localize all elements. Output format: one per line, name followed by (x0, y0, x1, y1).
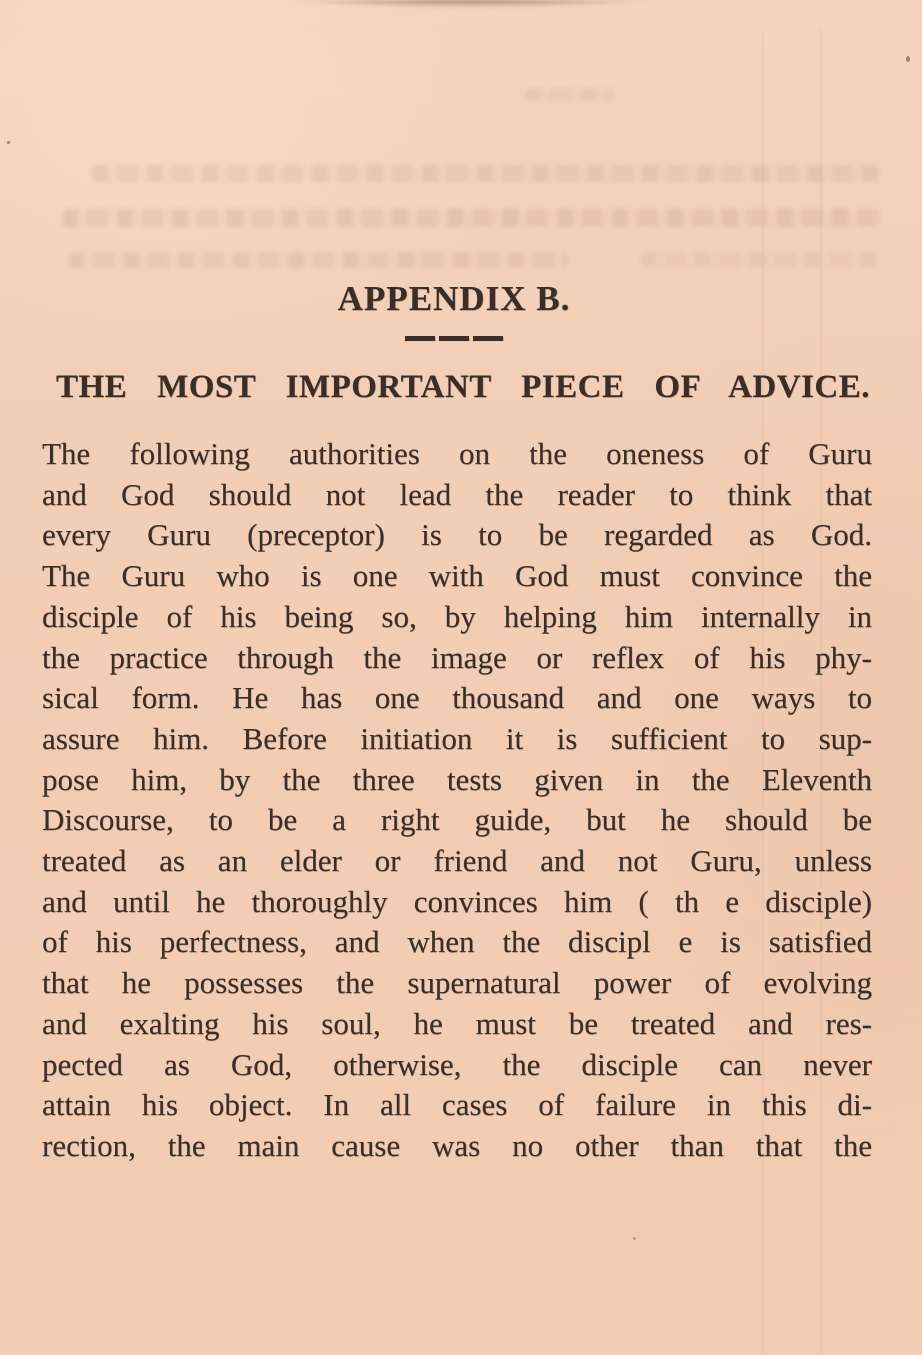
scan-speck (7, 141, 10, 144)
body-line: every Guru (preceptor) is to be regarded as God. (42, 517, 872, 553)
page-title: THE MOST IMPORTANT PIECE OF ADVICE. (56, 369, 870, 405)
body-line: treated as an elder or friend and not Guru, unless (42, 843, 872, 879)
section-divider-dashes (0, 336, 908, 341)
appendix-heading: APPENDIX B. (337, 279, 571, 318)
body-line: The Guru who is one with God must convince the (42, 558, 872, 594)
scan-edge-shadow (255, 0, 685, 9)
scan-speck (906, 56, 910, 62)
body-line: attain his object. In all cases of failure in this di- (42, 1087, 872, 1123)
bleedthrough-artifact (640, 252, 880, 267)
body-line: sical form. He has one thousand and one ways to (42, 680, 872, 716)
divider-dash (473, 336, 503, 341)
body-line: the practice through the image or reflex of his phy- (42, 639, 872, 675)
body-line: and until he thoroughly convinces him ( th e disciple) (42, 883, 872, 919)
bleedthrough-artifact (525, 88, 615, 101)
divider-dash (405, 336, 435, 341)
body-line: and exalting his soul, he must be treated and res- (42, 1005, 872, 1041)
body-paragraph (42, 434, 872, 1167)
body-line: pose him, by the three tests given in the Eleventh (42, 761, 872, 797)
bleedthrough-artifact (62, 209, 882, 227)
body-line: Discourse, to be a right guide, but he should be (42, 802, 872, 838)
body-line: rection, the main cause was no other than that the (42, 1127, 872, 1163)
body-line: The following authorities on the oneness of Guru (42, 436, 872, 471)
bleedthrough-artifact (68, 252, 568, 268)
scan-speck (633, 1237, 636, 1240)
body-line: and God should not lead the reader to think that (42, 476, 872, 512)
body-line: pected as God, otherwise, the disciple can never (42, 1046, 872, 1082)
divider-dash (439, 336, 469, 341)
body-line: disciple of his being so, by helping him internally in (42, 598, 872, 634)
body-line: that he possesses the supernatural power of evolving (42, 965, 872, 1001)
body-line: of his perfectness, and when the discipl e is satisfied (42, 924, 872, 960)
body-line: assure him. Before initiation it is sufficient to sup- (42, 720, 872, 756)
